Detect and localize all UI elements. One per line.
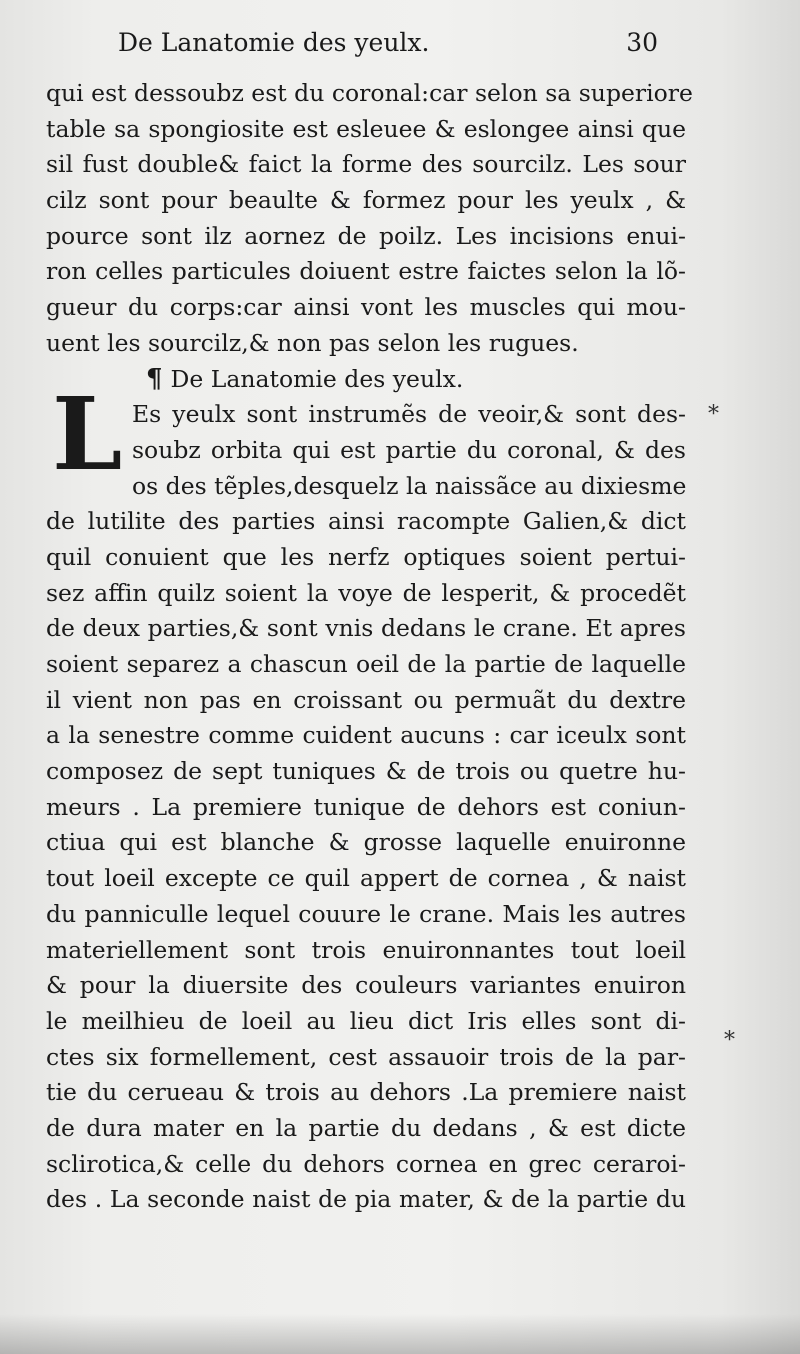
text-line: le meilhieu de loeil au lieu dict Iris elles sont di- bbox=[46, 1006, 686, 1035]
text-line: il vient non pas en croissant ou permuãt du dextre bbox=[46, 685, 686, 714]
text-line: soubz orbita qui est partie du coronal, & des bbox=[132, 435, 686, 464]
text-line: des . La seconde naist de pia mater, & de la partie du bbox=[46, 1185, 686, 1214]
text-line: a la senestre comme cuident aucuns : car iceulx sont bbox=[46, 721, 686, 750]
paragraph-2 bbox=[46, 397, 686, 1218]
text-line: sez affin quilz soient la voye de lesperit, & procedẽt bbox=[46, 578, 686, 607]
text-line: table sa spongiosite est esleuee & eslongee ainsi que bbox=[46, 114, 686, 143]
margin-asterisk-icon: * bbox=[708, 402, 719, 427]
text-line: soient separez a chascun oeil de la partie de laquelle bbox=[46, 650, 686, 678]
text-line: composez de sept tuniques & de trois ou quetre hu- bbox=[46, 757, 686, 786]
drop-cap-letter: L bbox=[52, 375, 123, 493]
text-line: sil fust double& faict la forme des sourcilz. Les sour bbox=[46, 150, 686, 179]
text-line: uent les sourcilz,& non pas selon les rugues. bbox=[46, 328, 579, 357]
text-line: materiellement sont trois enuironnantes tout loeil bbox=[46, 935, 686, 964]
text-line: ctes six formellement, cest assauoir trois de la par- bbox=[46, 1042, 686, 1071]
text-line: du panniculle lequel couure le crane. Mais les autres bbox=[46, 899, 686, 928]
text-line: tie du cerueau & trois au dehors .La premiere naist bbox=[46, 1078, 686, 1107]
text-line: ron celles particules doiuent estre faictes selon la lõ- bbox=[46, 257, 686, 286]
text-line: & pour la diuersite des couleurs variantes enuiron bbox=[46, 971, 686, 1000]
text-line: meurs . La premiere tunique de dehors est coniun- bbox=[46, 792, 686, 821]
running-head: De Lanatomie des yeulx. bbox=[118, 28, 430, 57]
pilcrow-icon: ¶ bbox=[146, 363, 163, 394]
text-line: ctiua qui est blanche & grosse laquelle enuironne bbox=[46, 828, 686, 857]
text-line: de dura mater en la partie du dedans , & est dicte bbox=[46, 1113, 686, 1142]
page-edge-shadow bbox=[0, 1314, 800, 1354]
margin-asterisk-icon: * bbox=[724, 1028, 735, 1053]
text-line: qui est dessoubz est du coronal:car selon sa superiore bbox=[46, 79, 693, 107]
text-line: sclirotica,& celle du dehors cornea en grec ceraroi- bbox=[46, 1149, 686, 1178]
section-heading bbox=[46, 362, 686, 398]
page-header bbox=[118, 28, 658, 68]
text-line: gueur du corps:car ainsi vont les muscles qui mou- bbox=[46, 293, 686, 322]
text-line: de deux parties,& sont vnis dedans le crane. Et apres bbox=[46, 614, 686, 643]
drop-cap bbox=[52, 375, 126, 493]
text-line: pource sont ilz aornez de poilz. Les incisions enui- bbox=[46, 221, 686, 250]
section-heading-text: De Lanatomie des yeulx. bbox=[170, 364, 464, 393]
text-line: de lutilite des parties ainsi racompte Galien,& dict bbox=[46, 507, 686, 536]
text-line: tout loeil excepte ce quil appert de cornea , & naist bbox=[46, 864, 686, 893]
text-line: Es yeulx sont instrumẽs de veoir,& sont des- bbox=[132, 400, 686, 429]
text-block bbox=[46, 76, 693, 1218]
page-number: 30 bbox=[626, 28, 658, 57]
text-line: quil conuient que les nerfz optiques soient pertui- bbox=[46, 542, 686, 571]
text-line: cilz sont pour beaulte & formez pour les yeulx , & bbox=[46, 186, 686, 215]
paragraph-1 bbox=[46, 76, 693, 362]
text-line: os des tẽples,desquelz la naissãce au dixiesme bbox=[132, 471, 687, 500]
